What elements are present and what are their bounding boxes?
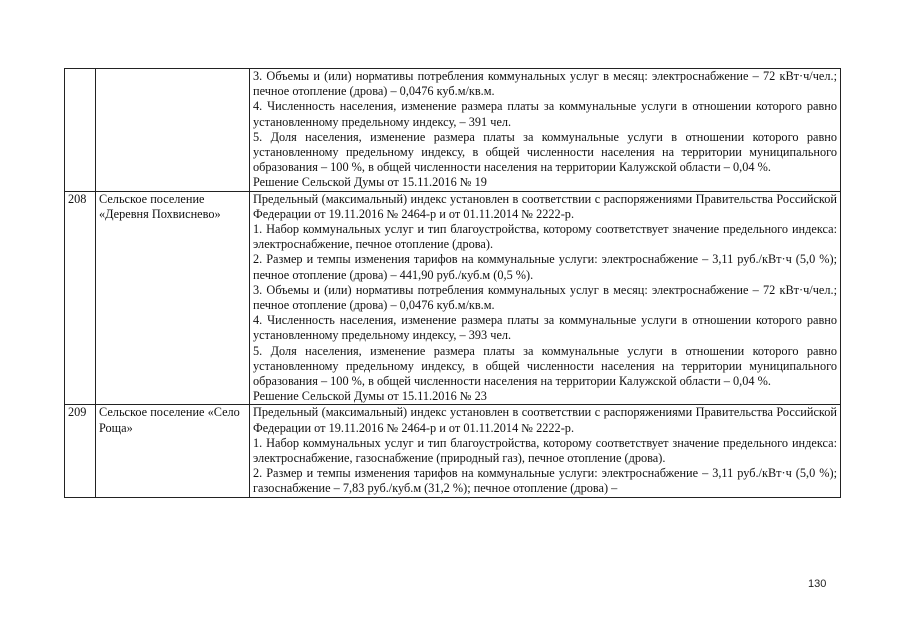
detail-paragraph: 2. Размер и темпы изменения тарифов на коммунальные услуги: электроснабжение – 3,11 руб./кВт·ч (5,0 %); печное отопление (дрова) – 441,90 руб./куб.м (0,5 %).: [253, 252, 837, 282]
detail-paragraph: Предельный (максимальный) индекс установлен в соответствии с распоряжениями Правительства Российской Федерации от 19.11.2016 № 2464-р и от 01.11.2014 № 2222-р.: [253, 405, 837, 435]
row-number: 208: [65, 191, 96, 405]
detail-paragraph: 5. Доля населения, изменение размера платы за коммунальные услуги в отношении которого равно установленному предельному индексу, в общей численности населения на территории муниципального образования – 100 %, в общей численности населения на территории Калужской области – 0,04 %.: [253, 343, 837, 389]
detail-paragraph: 1. Набор коммунальных услуг и тип благоустройства, которому соответствует значение предельного индекса: электроснабжение, газоснабжение (природный газ), печное отопление (дрова).: [253, 435, 837, 466]
table-row: [65, 191, 841, 405]
detail-paragraph: Решение Сельской Думы от 15.11.2016 № 19: [253, 175, 487, 190]
detail-paragraph: 3. Объемы и (или) нормативы потребления коммунальных услуг в месяц: электроснабжение – 72 кВт·ч/чел.; печное отопление (дрова) – 0,0476 куб.м/кв.м.: [253, 282, 837, 313]
detail-paragraph: Решение Сельской Думы от 15.11.2016 № 23: [253, 389, 487, 404]
detail-paragraph: 1. Набор коммунальных услуг и тип благоустройства, которому соответствует значение предельного индекса: электроснабжение, печное отопление (дрова).: [253, 222, 837, 252]
decision-details: [250, 191, 841, 405]
document-table: [64, 68, 841, 498]
detail-paragraph: Предельный (максимальный) индекс установлен в соответствии с распоряжениями Правительства Российской Федерации от 19.11.2016 № 2464-р и от 01.11.2014 № 2222-р.: [253, 191, 837, 221]
detail-paragraph: 4. Численность населения, изменение размера платы за коммунальные услуги в отношении которого равно установленному предельному индексу, – 393 чел.: [253, 313, 837, 343]
table-body: [65, 69, 841, 498]
detail-paragraph: 5. Доля населения, изменение размера платы за коммунальные услуги в отношении которого равно установленному предельному индексу, в общей численности населения на территории муниципального образования – 100 %, в общей численности населения на территории Калужской области – 0,04 %.: [253, 129, 837, 175]
decision-details: [250, 69, 841, 192]
settlement-name: Сельское поселение «Село Роща»: [96, 405, 250, 497]
decision-details: [250, 405, 841, 497]
page-number: 130: [808, 578, 827, 590]
table-row: [65, 69, 841, 192]
row-number: 209: [65, 405, 96, 497]
settlement-name: [96, 69, 250, 192]
table-row: [65, 405, 841, 497]
detail-paragraph: 4. Численность населения, изменение размера платы за коммунальные услуги в отношении которого равно установленному предельному индексу, – 391 чел.: [253, 99, 837, 129]
settlement-name: Сельское поселение «Деревня Похвиснево»: [96, 191, 250, 405]
detail-paragraph: 3. Объемы и (или) нормативы потребления коммунальных услуг в месяц: электроснабжение – 72 кВт·ч/чел.; печное отопление (дрова) – 0,0476 куб.м/кв.м.: [253, 69, 837, 99]
row-number: [65, 69, 96, 192]
detail-paragraph: 2. Размер и темпы изменения тарифов на коммунальные услуги: электроснабжение – 3,11 руб./кВт·ч (5,0 %); газоснабжение – 7,83 руб./куб.м (31,2 %); печное отопление (дрова) –: [253, 466, 837, 496]
